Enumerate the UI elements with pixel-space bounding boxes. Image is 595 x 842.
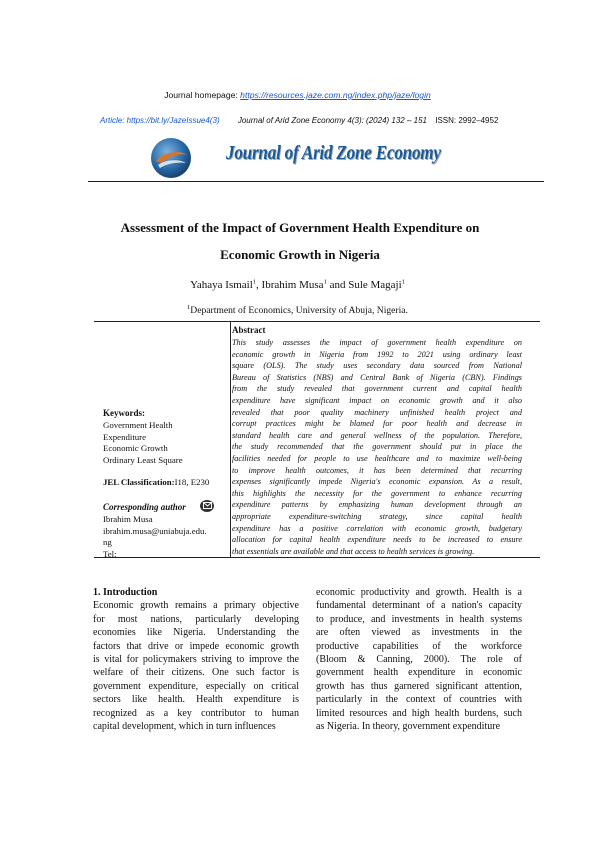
body-text-line: (Bloom & Canning, 2000). The role of bbox=[316, 654, 522, 666]
jel-classification bbox=[103, 477, 209, 487]
body-text-line: recognized as a key contributor to human bbox=[93, 707, 299, 719]
abstract-line: This study assesses the impact of government health expenditure on bbox=[232, 338, 522, 347]
abstract-line: revealed that poor quality machinery unfinished health project and bbox=[232, 407, 522, 417]
body-text-line: economies like Nigeria. Understanding the bbox=[93, 627, 299, 639]
jel-value: I18, E230 bbox=[174, 477, 210, 487]
body-text-line: particularly in the context of countries with bbox=[316, 694, 522, 706]
author-3-sup: 1 bbox=[401, 278, 405, 286]
email-icon[interactable] bbox=[200, 500, 214, 512]
abstract-body bbox=[232, 337, 522, 557]
paper-title bbox=[80, 214, 520, 268]
jel-label: JEL Classification: bbox=[103, 477, 175, 487]
abstract-line: expenses significantly impede Nigeria's economic expansion. As a result, bbox=[232, 477, 522, 487]
article-link[interactable]: Article: https://bit.ly/JazeIssue4(3) bbox=[100, 116, 220, 125]
abstract-line: expenditure have significant impact on economic growth and it also bbox=[232, 395, 522, 405]
abstract-line: corrupt practices might be blamed for poor health and decrease in bbox=[232, 419, 522, 429]
abstract-line: expenditure patterns by emphasizing human development through an bbox=[232, 500, 522, 510]
abstract-top-rule bbox=[94, 321, 540, 322]
author-1: Yahaya Ismail bbox=[190, 279, 253, 291]
abstract-line: the study recommended that the government should put in place the bbox=[232, 442, 522, 452]
article-info-line bbox=[100, 116, 498, 125]
corresponding-author-email-cont[interactable]: ng bbox=[103, 537, 112, 548]
body-text-line: welfare of their citizens. One such factor is bbox=[93, 667, 299, 679]
header-divider bbox=[88, 181, 544, 182]
keyword: Economic Growth bbox=[103, 443, 168, 454]
body-text-line: are often viewed as investments in the bbox=[316, 627, 522, 639]
body-text-line: as Nigeria. In theory, government expenditure bbox=[316, 721, 501, 733]
paper-title-line-2: Economic Growth in Nigeria bbox=[220, 247, 380, 262]
affiliation bbox=[0, 305, 595, 316]
body-text-line: Economic growth remains a primary objective bbox=[93, 600, 299, 612]
abstract-line: Bureau of Statistics (NBS) and Central Bank of Nigeria (CBN). Findings bbox=[232, 372, 522, 382]
abstract-line: standard health care and general wellness of the population. Therefore, bbox=[232, 430, 522, 440]
body-text-line: economic productivity and growth. Health is a bbox=[316, 587, 522, 598]
abstract-line: facilities needed for people to use healthcare and to maximize well-being bbox=[232, 453, 522, 463]
body-text-line: to produce, and investments in health systems bbox=[316, 613, 522, 625]
body-text-line: government expenditure, especially on critical bbox=[93, 680, 299, 692]
affiliation-sup: 1 bbox=[187, 303, 191, 311]
body-text-line: fundamental determinant of a nation's capacity bbox=[316, 600, 522, 612]
keyword: Ordinary Least Square bbox=[103, 454, 183, 465]
intro-right-column bbox=[316, 586, 522, 733]
homepage-link[interactable]: https://resources.jaze.com.ng/index.php/jaze/login bbox=[240, 90, 431, 100]
body-text-line: capital development, which in turn influences bbox=[93, 721, 276, 733]
body-text-line: sectors like health. Health expenditure is bbox=[93, 694, 299, 706]
abstract-line: square (OLS). The study uses secondary data sourced from National bbox=[232, 361, 522, 371]
intro-left-column bbox=[93, 586, 299, 733]
journal-title: Journal of Arid Zone Economy bbox=[226, 142, 441, 164]
author-1-sup: 1 bbox=[252, 278, 257, 286]
issn: ISSN: 2992–4952 bbox=[435, 116, 499, 125]
body-text-line: for most nations, particularly developing bbox=[93, 613, 299, 625]
author-list: Yahaya Ismail$^1$, Ibrahim Musa$^1$ and Sule Magaji$^1$ bbox=[190, 278, 405, 291]
corresponding-author-heading: Corresponding author bbox=[103, 502, 186, 512]
section-heading: 1. Introduction bbox=[93, 587, 158, 598]
body-text-line: government health expenditure in economic bbox=[316, 667, 522, 679]
body-text-line: growth has thus garnered significant attention, bbox=[316, 680, 522, 692]
body-text-line: limited resources and high health burdens, such bbox=[316, 707, 522, 719]
journal-citation: Journal of Arid Zone Economy 4(3): (2024) 132 – 151 bbox=[237, 116, 427, 125]
abstract-column-divider bbox=[230, 321, 231, 558]
keyword: Expenditure bbox=[103, 431, 146, 442]
homepage-label: Journal homepage: bbox=[164, 90, 241, 100]
paper-title-line-1: Assessment of the Impact of Government Health Expenditure on bbox=[120, 220, 480, 235]
abstract-line: expenditure has a positive correlation with economic growth, budgetary bbox=[232, 523, 522, 533]
keywords-list bbox=[103, 420, 183, 466]
body-text-line: is vital for policymakers striving to improve the bbox=[93, 654, 299, 666]
author-2: Ibrahim Musa bbox=[261, 279, 324, 291]
abstract-line: that essentials are available and that access to health services is growing. bbox=[232, 546, 475, 556]
abstract-heading: Abstract bbox=[232, 325, 266, 335]
abstract-line: from the study revealed that government current and capital health bbox=[232, 384, 522, 394]
journal-logo-icon bbox=[148, 135, 194, 181]
abstract-line: allocation for capital health expenditure needs to be increased to ensure bbox=[232, 535, 522, 545]
body-text-line: productive capabilities of the workforce bbox=[316, 640, 522, 652]
abstract-line: economic growth in Nigeria from 1992 to 2021 using ordinary least bbox=[232, 349, 522, 359]
abstract-line: appropriate expenditure-switching strategy, since capital health bbox=[232, 511, 522, 521]
keyword: Government Health bbox=[103, 420, 173, 430]
affiliation-text: Department of Economics, University of Abuja, Nigeria. bbox=[190, 305, 408, 316]
author-2-sup: 1 bbox=[323, 278, 327, 286]
corresponding-author-details bbox=[103, 514, 207, 560]
journal-homepage bbox=[0, 90, 595, 100]
abstract-line: to improve health outcomes, it has been determined that recurring bbox=[232, 465, 522, 475]
corresponding-author-tel: Tel: bbox=[103, 548, 117, 559]
abstract-line: this highlights the necessity for the government to enhance recurring bbox=[232, 488, 522, 498]
author-3: Sule Magaji bbox=[348, 279, 402, 291]
corresponding-author-name: Ibrahim Musa bbox=[103, 514, 153, 524]
body-text-line: factors that drive or impede economic growth bbox=[93, 640, 299, 652]
corresponding-author-email[interactable]: ibrahim.musa@uniabuja.edu. bbox=[103, 525, 207, 536]
keywords-heading: Keywords: bbox=[103, 408, 145, 418]
